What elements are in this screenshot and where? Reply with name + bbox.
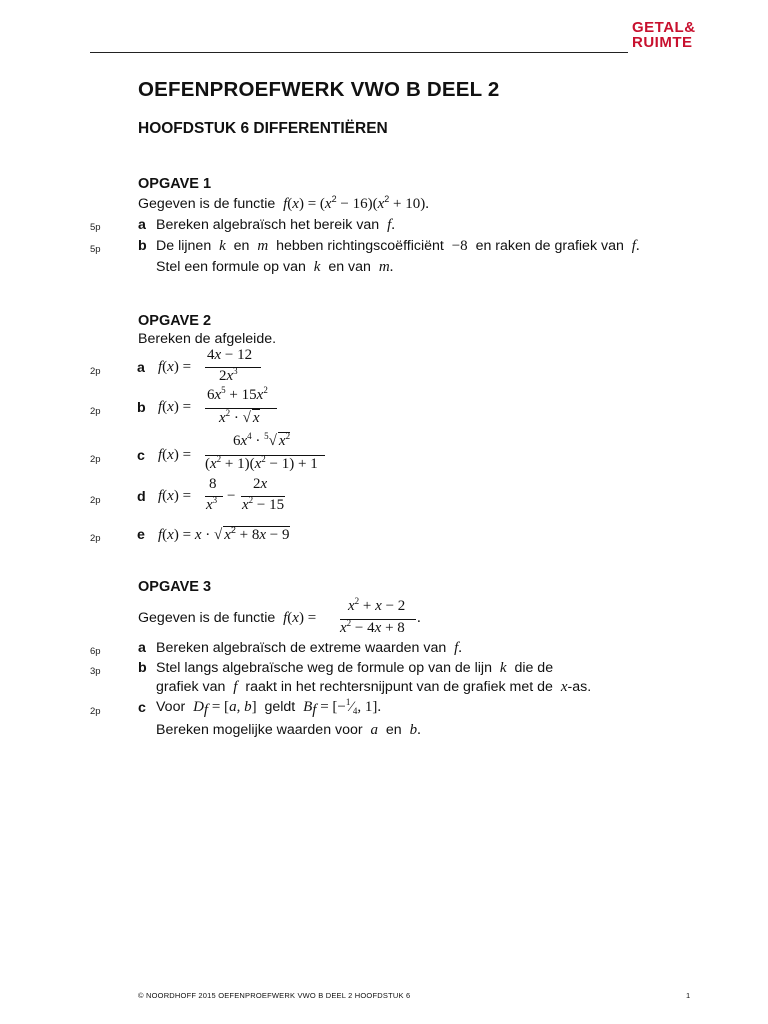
formula-3-fraction: $x^2 + x - 2$ $x^2 - 4x + 8$	[340, 600, 416, 640]
points-2e: 2p	[90, 533, 101, 544]
formula-2a-fraction: 4x − 12 $2x^3$	[205, 349, 261, 385]
label-2d: d	[137, 489, 146, 505]
points-1a: 5p	[90, 222, 101, 233]
formula-2d-lhs: f(x) =	[158, 488, 192, 504]
label-2c: c	[137, 448, 145, 464]
opgave1-intro: Gegeven is de functie $f(x) = (x^2 - 16)(x^2 + 10)$.	[138, 194, 429, 212]
header-rule	[90, 52, 628, 53]
label-1a: a	[138, 217, 146, 233]
formula-2d-fraction2: 2x $x^2 - 15$	[242, 476, 285, 513]
opgave2-heading: OPGAVE 2	[138, 313, 212, 329]
formula-2e: f(x) = x · √ $x^2 + 8x - 9$	[158, 525, 290, 543]
label-2b: b	[137, 400, 146, 416]
label-2e: e	[137, 527, 145, 543]
points-2b: 2p	[90, 406, 101, 417]
formula-2b-lhs: f(x) =	[158, 399, 192, 415]
opgave1-heading: OPGAVE 1	[138, 176, 212, 192]
question-1b-line2: Stel een formule op van k en van m.	[156, 259, 394, 275]
formula-2d-fraction1: 8 $x^3$	[205, 478, 223, 516]
label-3a: a	[138, 640, 146, 656]
points-2c: 2p	[90, 454, 101, 465]
label-1b: b	[138, 238, 147, 254]
question-1a: Bereken algebraïsch het bereik van f.	[156, 217, 396, 233]
opgave3-intro: Gegeven is de functie f(x) =	[138, 610, 317, 626]
label-3b: b	[138, 660, 147, 676]
question-3c-line2: Bereken mogelijke waarden voor a en b.	[156, 722, 421, 738]
opgave3-heading: OPGAVE 3	[138, 579, 212, 595]
formula-3-period: .	[417, 610, 421, 626]
formula-2d-minus: −	[227, 488, 236, 504]
opgave2-intro: Bereken de afgeleide.	[138, 331, 277, 347]
page-number: 1	[686, 991, 691, 1000]
label-3c: c	[138, 700, 146, 716]
formula-2c-lhs: f(x) =	[158, 447, 192, 463]
question-3b-line1: Stel langs algebraïsche weg de formule op van de lijn k die de	[156, 660, 554, 676]
points-3b: 3p	[90, 666, 101, 677]
footer-text: © NOORDHOFF 2015 OEFENPROEFWERK VWO B DEEL 2 HOOFDSTUK 6	[138, 991, 411, 1000]
question-3a: Bereken algebraïsch de extreme waarden van f.	[156, 640, 463, 656]
question-1b-line1: De lijnen k en m hebben richtingscoëfficiënt −8 en raken de grafiek van f.	[156, 238, 640, 254]
points-2a: 2p	[90, 366, 101, 377]
formula-2b-fraction: $6x^5 + 15x^2$ $x^2$ · √ x	[205, 389, 277, 429]
points-3a: 6p	[90, 646, 101, 657]
formula-2a-lhs: f(x) =	[158, 359, 192, 375]
logo-line2: RUIMTE	[632, 34, 693, 51]
chapter-title: HOOFDSTUK 6 DIFFERENTIËREN	[138, 120, 388, 137]
label-2a: a	[137, 360, 145, 376]
formula-2c-fraction: $6x^4 \cdot ^5√$ $x^2$ $(x^2 + 1)(x^2 - 1) + 1$	[205, 435, 325, 477]
points-3c: 2p	[90, 706, 101, 717]
page-title: OEFENPROEFWERK VWO B DEEL 2	[138, 78, 500, 101]
logo-line1: GETAL&	[632, 19, 696, 36]
question-3c-line1: Voor $D_f = [a$, b] geldt $B_f$ = [$-^1⁄_4$, 1].	[156, 697, 382, 718]
publisher-logo	[632, 20, 712, 50]
question-3b-line2: grafiek van f raakt in het rechtersnijpunt van de grafiek met de x-as.	[156, 679, 592, 695]
points-2d: 2p	[90, 495, 101, 506]
points-1b: 5p	[90, 244, 101, 255]
